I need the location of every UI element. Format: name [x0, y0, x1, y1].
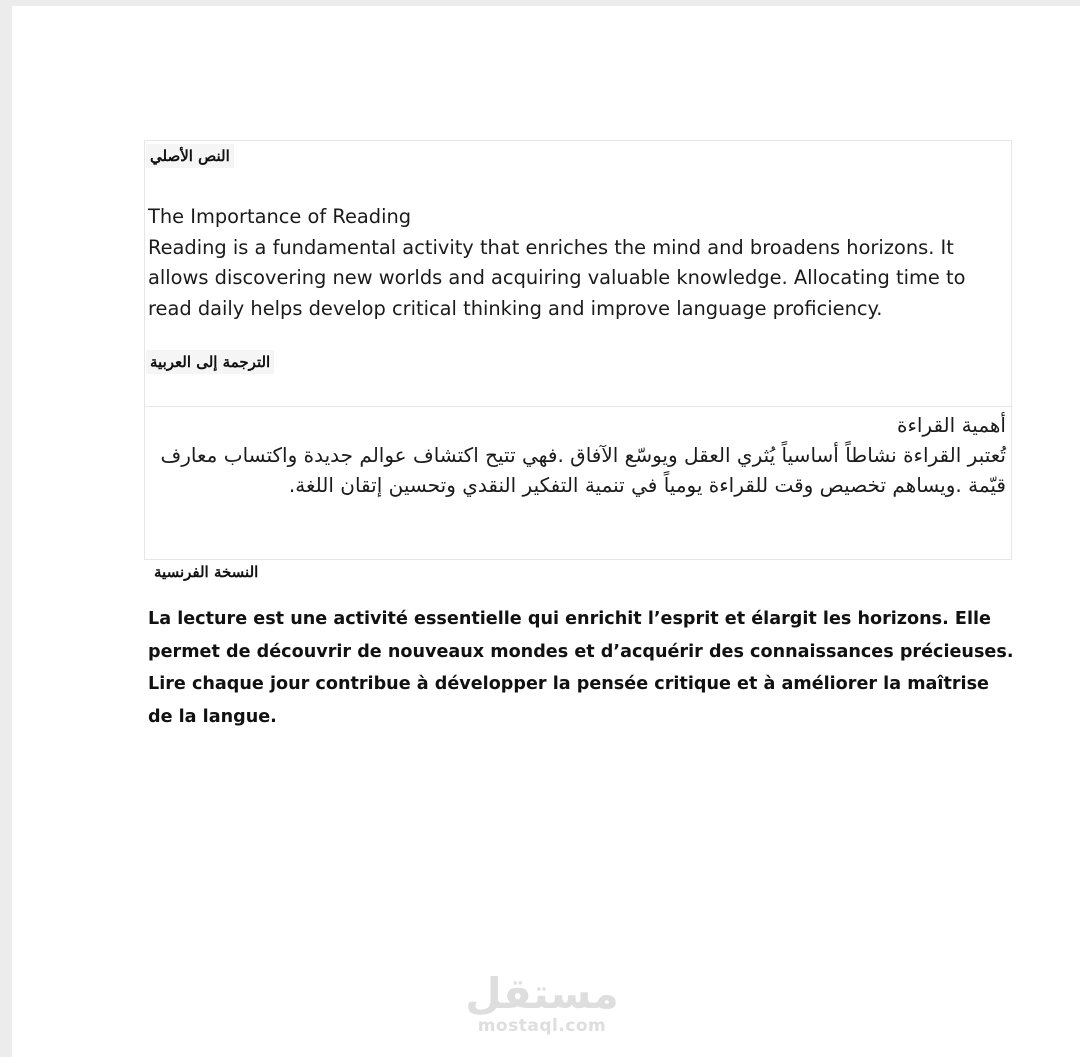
- english-text-block: [148, 202, 998, 324]
- french-version-heading: النسخة الفرنسية: [154, 563, 259, 581]
- arabic-title: أهمية القراءة: [896, 413, 1006, 437]
- arabic-body: تُعتبر القراءة نشاطاً أساسياً يُثري العقل ويوسّع الآفاق .فهي تتيح اكتشاف عوالم جديدة واكتساب معارف قيّمة .ويساهم تخصيص وقت للقراءة يومياً في تنمية التفكير النقدي وتحسين إتقان اللغة.: [160, 443, 1006, 497]
- watermark-site: mostaql.com: [477, 1016, 607, 1036]
- arabic-translation-heading: الترجمة إلى العربية: [146, 350, 274, 374]
- french-text-block: [148, 603, 1018, 733]
- arabic-text-block: [148, 410, 1006, 500]
- english-body: Reading is a fundamental activity that enriches the mind and broadens horizons. It allows discovering new worlds and acquiring valuable knowledge. Allocating time to read daily helps develop critical thinking and improve language proficiency.: [148, 235, 966, 320]
- watermark: [462, 969, 622, 1036]
- document-page: [12, 6, 1080, 1057]
- original-text-heading: النص الأصلي: [146, 144, 234, 168]
- french-body: La lecture est une activité essentielle qui enrichit l’esprit et élargit les horizons. Elle permet de découvrir de nouveaux mondes et d’acquérir des connaissances précieuses. Lire chaque jour contribue à développer la pensée critique et à améliorer la maîtrise de la langue.: [148, 609, 1014, 727]
- watermark-logo: مستقل: [465, 969, 619, 1018]
- english-title: The Importance of Reading: [148, 205, 412, 228]
